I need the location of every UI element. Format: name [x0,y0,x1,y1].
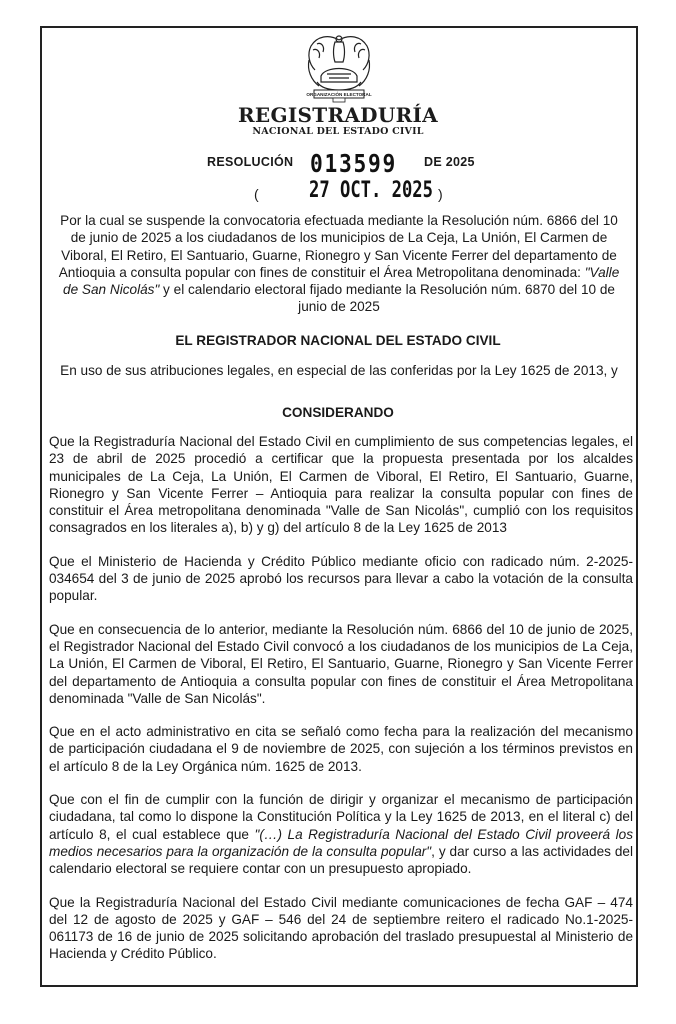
logo-banner-text: ORGANIZACIÓN ELECTORAL [306,92,372,98]
institution-subtitle: NACIONAL DEL ESTADO CIVIL [252,126,424,137]
registrar-heading: EL REGISTRADOR NACIONAL DEL ESTADO CIVIL [175,333,501,348]
date-paren-open: ( [254,186,259,202]
considerando-text: , y dar curso a las actividades del calendario electoral se requiere contar con un presupuesto apropiado. [49,843,633,877]
considerando-paragraph: Que en consecuencia de lo anterior, mediante la Resolución núm. 6866 del 10 de junio de 2025, el Registrador Nacional del Estado Civil convocó a los ciudadanos de los municipios de La Ceja, La Unión, El Carmen de Viboral, El Retiro, El Santuario, Guarne, Rionegro y San Vicente Ferrer del departamento de Antioquia a consulta popular con fines de constituir el Área Metropolitana denominada "Valle de San Nicolás". [49,621,633,706]
considerando-paragraph: Que la Registraduría Nacional del Estado Civil mediante comunicaciones de fecha GAF – 474 del 12 de agosto de 2025 y GAF – 546 del 24 de septiembre reitero el radicado No.1-2025-061173 de 16 de junio de 2025 solicitando aprobación del traslado presupuestal al Ministerio de Hacienda y Crédito Público. [49,894,633,962]
considerandos-section [49,433,633,979]
resolution-label: RESOLUCIÓN [207,155,294,169]
legal-powers-text: En uso de sus atribuciones legales, en especial de las conferidas por la Ley 1625 de 2013, y [60,363,618,378]
considerando-paragraph: Que el Ministerio de Hacienda y Crédito Público mediante oficio con radicado núm. 2-2025-034654 del 3 de junio de 2025 aprobó los recursos para llevar a cabo la votación de la consulta popular. [49,553,633,604]
considerando-paragraph [49,791,633,877]
resolution-year: DE 2025 [424,155,475,169]
considering-heading: CONSIDERANDO [282,405,394,420]
institution-title: REGISTRADURÍA [238,103,438,127]
summary-text: Por la cual se suspende la convocatoria efectuada mediante la Resolución núm. 6866 del 10 de junio de 2025 a los ciudadanos de los municipios de La Ceja, La Unión, El Carmen de Viboral, El Retiro, El Santuario, Guarne, Rionegro y San Vicente Ferrer del departamento de Antioquia a consulta popular con fines de constituir el Área Metropolitana denominada: [58,213,618,280]
date-line [0,178,676,208]
resolution-line [0,149,676,179]
coat-of-arms-icon [299,30,379,104]
considerando-quote: "(…) La Registraduría Nacional del Estado Civil proveerá los medios necesarios para la organización de la consulta popular" [49,826,633,859]
resolution-summary [56,212,622,316]
summary-italic-name: "Valle de San Nicolás" [63,264,620,298]
summary-text-end: y el calendario electoral fijado mediante la Resolución núm. 6870 del 10 de junio de 2025 [159,282,615,315]
considerando-paragraph: Que la Registraduría Nacional del Estado Civil en cumplimiento de sus competencias legales, el 23 de abril de 2025 procedió a certificar que la propuesta presentada por los alcaldes municipales de La Ceja, La Unión, El Carmen de Viboral, El Retiro, El Santuario, Guarne, Rionegro y San Vicente Ferrer – Antioquia para realizar la consulta popular con fines de constituir el Área metropolitana denominada "Valle de San Nicolás", cumplió con los requisitos consagrados en los literales a), b) y g) del artículo 8 de la Ley 1625 de 2013 [49,434,633,536]
resolution-number-stamp: 013599 [310,149,397,178]
date-stamp: 27 OCT. 2025 [309,178,433,203]
date-paren-close: ) [438,186,443,202]
considerando-text: Que con el fin de cumplir con la función de dirigir y organizar el mecanismo de participación ciudadana, tal como lo dispone la Constitución Política y la Ley 1625 de 2013, en el literal c) del artículo 8, el cual establece que [49,792,633,842]
considerando-paragraph: Que en el acto administrativo en cita se señaló como fecha para la realización del mecanismo de participación ciudadana el 9 de noviembre de 2025, con sujeción a los términos previstos en el artículo 8 de la Ley Orgánica núm. 1625 de 2013. [49,724,633,774]
